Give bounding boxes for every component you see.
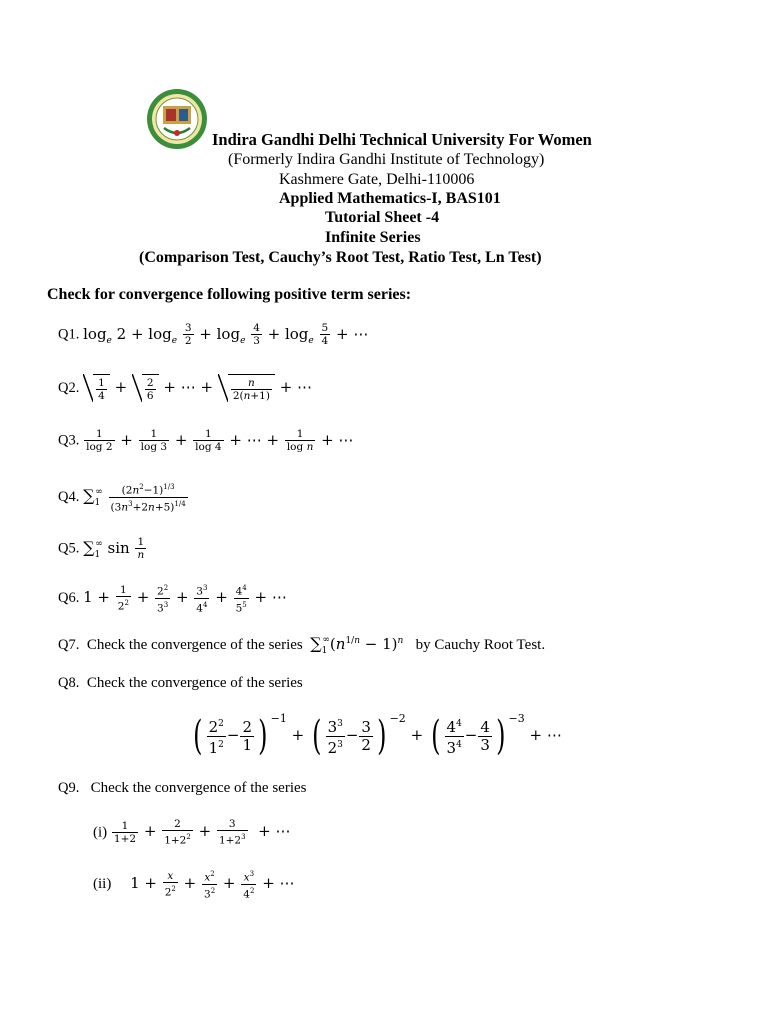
instruction: Check for convergence following positive term series: <box>47 286 412 303</box>
question-1 <box>58 322 368 347</box>
formula: $\frac{1}{\log 2}$ + $\frac{1}{\log 3}$ + $\frac{1}{\log 4}$ + ⋯ + $\frac{1}{\text{log n}}$ + ⋯ <box>86 428 354 453</box>
part-label: (ii) <box>93 876 112 892</box>
formerly-name: (Formerly Indira Gandhi Institute of Technology) <box>228 151 545 168</box>
question-3 <box>58 428 353 453</box>
address: Kashmere Gate, Delhi-110006 <box>279 171 475 188</box>
question-label: Q6. <box>58 590 80 606</box>
question-7 <box>58 634 545 656</box>
topic-title: Infinite Series <box>325 229 421 246</box>
formula: 1 + $\frac{x}{2^2}$ + $\frac{x^2}{3^2}$ + $\frac{x^3}{4^2}$ + ⋯ <box>130 869 295 900</box>
formula: 1 + $\frac{1}{2^2}$ + $\frac{2^2}{3^3}$ + $\frac{3^3}{4^4}$ + $\frac{4^4}{5^5}$ + ⋯ <box>83 583 287 614</box>
formula: $\frac{1}{4}$ + $\frac{2}{6}$ + ⋯ + $\frac{n}{2(n+1)}$ + ⋯ <box>83 378 312 396</box>
formula: $\log_e 2 + \log_e$ $\frac{3}{2}$ + $\log_e$ $\frac{4}{3}$ + $\log_e$ $\frac{5}{4}$ + ⋯ <box>83 322 369 347</box>
question-text: Check the convergence of the series <box>86 675 303 691</box>
question-label: Q5. <box>58 540 80 557</box>
question-text-end: by Cauchy Root Test. <box>415 637 546 653</box>
university-name: Indira Gandhi Delhi Technical University For Women <box>212 130 592 149</box>
question-label: Q2. <box>58 380 80 396</box>
sheet-title: Tutorial Sheet -4 <box>325 209 440 226</box>
university-emblem-icon <box>146 88 208 150</box>
question-label: Q3. <box>58 432 80 449</box>
question-4 <box>58 481 189 513</box>
formula: $\sum_1^\infty$ $\frac{(2n^2-1)^{1/3}}{(3n^3+2n+5)^{1/4}}$ <box>83 483 186 513</box>
question-label: Q7. <box>58 637 80 653</box>
course-title: Applied Mathematics-I, BAS101 <box>279 190 501 207</box>
question-9 <box>58 780 307 797</box>
question-2 <box>58 374 312 402</box>
question-9-part-2 <box>93 868 295 900</box>
part-label: (i) <box>93 824 108 841</box>
formula: ( $\frac{2^2}{1^2}$ − $\frac{2}{1}$ ) $^{-1}$ + ( $\frac{3^3}{2^3}$ − $\frac{3}{2}$ ) $^{-2}$ + ( $\frac{4^4}{3^4}$ − $\frac{4}{3}$ ) $^{-3}$ + ⋯ <box>193 712 562 759</box>
question-label: Q1. <box>58 326 80 343</box>
formula: $\sum_1^\infty(n^{1/n} - 1)^n$ <box>310 634 404 656</box>
question-label: Q8. <box>58 675 80 691</box>
question-label: Q4. <box>58 489 80 505</box>
question-9-part-1 <box>93 818 290 847</box>
question-text: Check the convergence of the series <box>90 780 307 796</box>
question-8-formula <box>190 712 562 757</box>
question-8 <box>58 675 303 692</box>
formula: $\sum_1^\infty$ sin $\frac{1}{n}$ <box>83 536 145 561</box>
question-label: Q9. <box>58 780 80 796</box>
tests-subtitle: (Comparison Test, Cauchy’s Root Test, Ratio Test, Ln Test) <box>139 249 542 266</box>
question-6 <box>58 582 287 614</box>
question-5 <box>58 536 147 561</box>
formula: $\frac{1}{1+2}$ + $\frac{2}{1+2^2}$ + $\frac{3}{1+2^3}$ + ⋯ <box>113 818 291 847</box>
question-text: Check the convergence of the series <box>86 637 303 653</box>
